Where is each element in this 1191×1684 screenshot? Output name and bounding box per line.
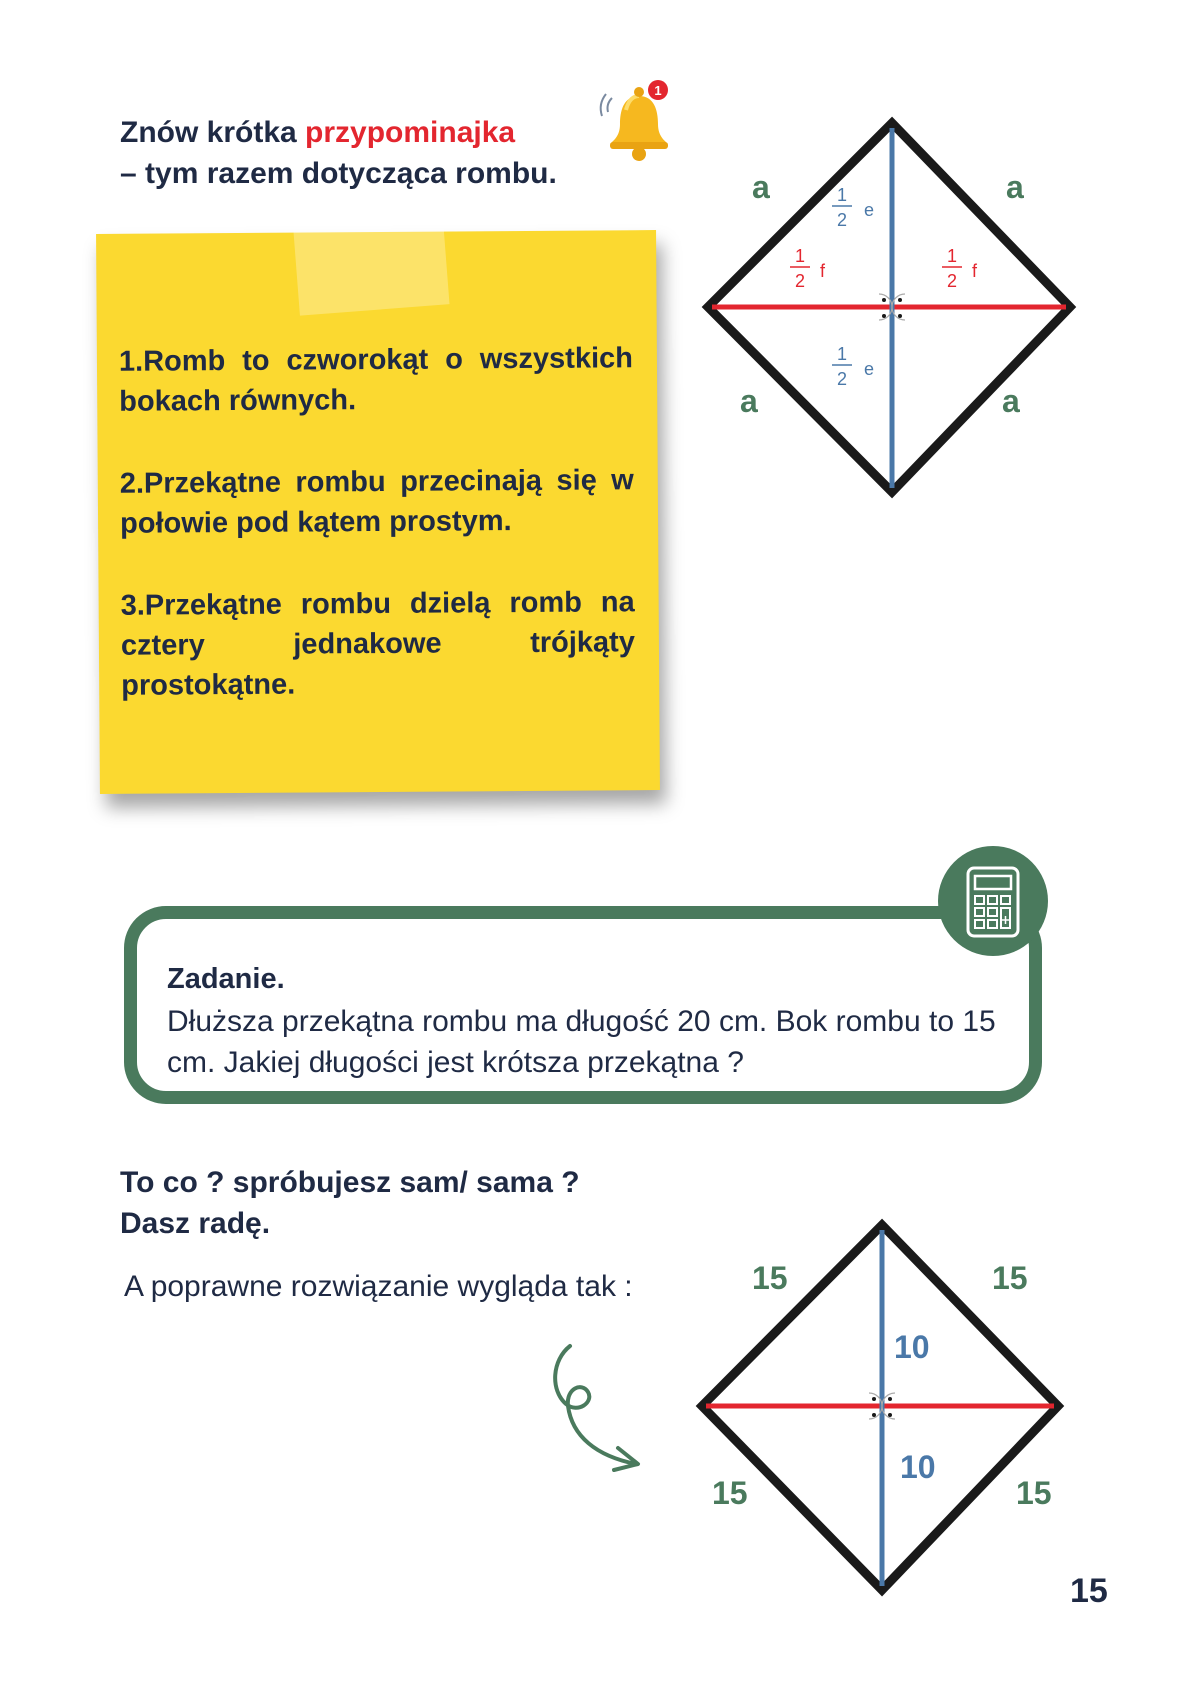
side-15-top-left: 15	[752, 1260, 788, 1296]
task-box	[124, 906, 1042, 1104]
side-label-top-left: a	[752, 169, 770, 205]
curly-arrow-icon	[548, 1340, 648, 1480]
svg-text:2: 2	[836, 210, 848, 230]
rule-3: 3.Przekątne rombu dzielą romb na cztery jednakowe trójkąty prostokątne.	[120, 586, 636, 702]
calculator-badge	[938, 846, 1048, 956]
side-label-bottom-right: a	[1002, 383, 1020, 419]
half-e-top	[832, 185, 874, 230]
side-label-bottom-left: a	[740, 383, 758, 419]
task-title: Zadanie.	[167, 963, 285, 995]
page-heading	[120, 112, 557, 194]
svg-text:e: e	[864, 359, 875, 379]
task-body: Dłuższa przekątna rombu ma długość 20 cm. Bok rombu to 15 cm. Jakiej długości jest krótsza przekątna ?	[167, 1005, 996, 1079]
page-number: 15	[1070, 1572, 1108, 1610]
heading-accent: przypominajka	[305, 116, 516, 149]
side-15-bottom-left: 15	[712, 1475, 748, 1511]
bell-icon	[594, 78, 684, 168]
rhombus-diagram-solution	[680, 1210, 1100, 1610]
svg-text:1: 1	[836, 344, 848, 364]
prompt-line-2: Dasz radę.	[120, 1207, 271, 1240]
svg-text:2: 2	[836, 369, 848, 389]
half-f-right	[942, 246, 978, 291]
prompt-line-1: To co ? spróbujesz sam/ sama ?	[120, 1166, 580, 1199]
half-f-left	[790, 246, 826, 291]
half-e-bottom	[832, 344, 874, 389]
svg-text:1: 1	[946, 246, 958, 266]
tape-strip	[293, 214, 449, 315]
svg-text:f: f	[972, 261, 978, 281]
bell-badge: 1	[654, 83, 662, 98]
sticky-note	[96, 230, 660, 794]
side-label-top-right: a	[1006, 169, 1024, 205]
svg-text:2: 2	[794, 271, 806, 291]
svg-text:f: f	[820, 261, 826, 281]
rule-1: 1.Romb to czworokąt o wszystkich bokach równych.	[118, 342, 634, 418]
svg-text:1: 1	[836, 185, 848, 205]
heading-line-2: – tym razem dotycząca rombu.	[120, 157, 557, 190]
rhombus-diagram-general	[690, 100, 1110, 520]
rules-list	[119, 338, 636, 748]
rule-2: 2.Przekątne rombu przecinają się w połowie pod kątem prostym.	[119, 464, 634, 540]
solution-label: A poprawne rozwiązanie wygląda tak :	[124, 1270, 633, 1303]
calculator-icon	[938, 846, 1048, 956]
heading-line-1: Znów krótka przypominajka	[120, 116, 516, 149]
side-15-bottom-right: 15	[1016, 1475, 1052, 1511]
side-15-top-right: 15	[992, 1260, 1028, 1296]
svg-text:2: 2	[946, 271, 958, 291]
try-yourself-prompt	[120, 1162, 580, 1244]
half-diagonal-top: 10	[894, 1329, 930, 1365]
svg-text:1: 1	[794, 246, 806, 266]
svg-text:e: e	[864, 200, 875, 220]
half-diagonal-bottom: 10	[900, 1449, 936, 1485]
